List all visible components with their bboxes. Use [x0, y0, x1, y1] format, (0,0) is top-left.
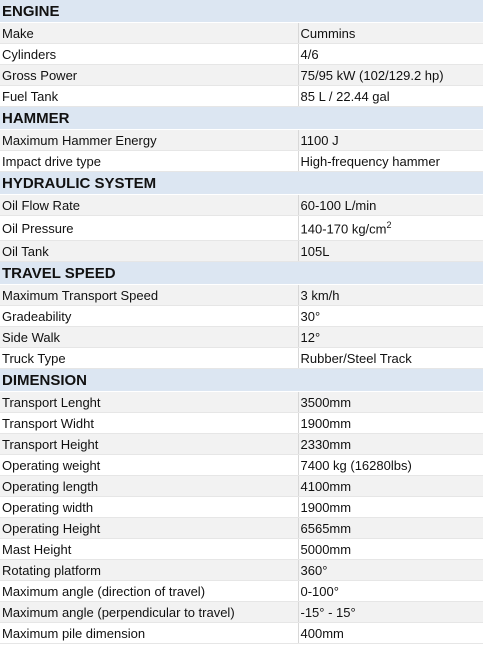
spec-value	[298, 602, 483, 623]
spec-row	[0, 518, 483, 539]
spec-row	[0, 434, 483, 455]
spec-value-text: 75/95 kW (102/129.2 hp)	[300, 67, 444, 83]
spec-value-text: 3500mm	[300, 394, 352, 410]
spec-label: Gross Power	[0, 65, 298, 86]
spec-value	[298, 151, 483, 172]
spec-value-text: Cummins	[300, 25, 356, 41]
spec-row	[0, 476, 483, 497]
spec-label: Operating Height	[0, 518, 298, 539]
spec-value-text: 1900mm	[300, 499, 352, 515]
spec-value-text: 3 km/h	[300, 287, 340, 303]
spec-row	[0, 327, 483, 348]
spec-label: Mast Height	[0, 539, 298, 560]
spec-row	[0, 348, 483, 369]
spec-value-text: 1900mm	[300, 415, 352, 431]
spec-value	[298, 65, 483, 86]
spec-value	[298, 539, 483, 560]
spec-label: Maximum Hammer Energy	[0, 130, 298, 151]
section-title: TRAVEL SPEED	[0, 262, 483, 285]
spec-value	[298, 130, 483, 151]
section-header	[0, 369, 483, 392]
section-header	[0, 262, 483, 285]
spec-value-text: High-frequency hammer	[300, 153, 440, 169]
spec-value	[298, 23, 483, 44]
spec-row	[0, 413, 483, 434]
spec-row	[0, 195, 483, 216]
spec-label: Maximum angle (direction of travel)	[0, 581, 298, 602]
spec-label: Impact drive type	[0, 151, 298, 172]
spec-value-text: 4/6	[300, 46, 319, 62]
spec-row	[0, 130, 483, 151]
spec-value	[298, 623, 483, 644]
spec-label: Transport Height	[0, 434, 298, 455]
spec-value-text: 360°	[300, 562, 328, 578]
spec-value-text: 7400 kg (16280lbs)	[300, 457, 412, 473]
spec-value-text: 60-100 L/min	[300, 197, 377, 213]
spec-row	[0, 241, 483, 262]
spec-value-text: 4100mm	[300, 478, 352, 494]
spec-label: Make	[0, 23, 298, 44]
spec-value	[298, 327, 483, 348]
spec-row	[0, 455, 483, 476]
spec-label: Fuel Tank	[0, 86, 298, 107]
spec-value	[298, 413, 483, 434]
section-title: DIMENSION	[0, 369, 483, 392]
section-title: HAMMER	[0, 107, 483, 130]
spec-value-text: 12°	[300, 329, 321, 345]
spec-value-text: 30°	[300, 308, 321, 324]
spec-label: Transport Widht	[0, 413, 298, 434]
spec-value	[298, 518, 483, 539]
spec-row	[0, 560, 483, 581]
spec-value-text: 140-170 kg/cm	[300, 221, 387, 237]
section-title: ENGINE	[0, 0, 483, 23]
spec-value	[298, 581, 483, 602]
spec-row	[0, 623, 483, 644]
spec-value-text: 85 L / 22.44 gal	[300, 88, 390, 104]
spec-row	[0, 44, 483, 65]
section-header	[0, 0, 483, 23]
spec-value-text: 105L	[300, 243, 330, 259]
spec-value-text: 2330mm	[300, 436, 352, 452]
spec-value-superscript: 2	[386, 219, 392, 230]
spec-label: Operating weight	[0, 455, 298, 476]
spec-label: Maximum pile dimension	[0, 623, 298, 644]
spec-label: Truck Type	[0, 348, 298, 369]
spec-row	[0, 86, 483, 107]
spec-label: Rotating platform	[0, 560, 298, 581]
spec-row	[0, 23, 483, 44]
spec-value	[298, 86, 483, 107]
spec-value	[298, 348, 483, 369]
spec-value-text: 6565mm	[300, 520, 352, 536]
section-header	[0, 172, 483, 195]
section-header	[0, 107, 483, 130]
spec-value	[298, 392, 483, 413]
spec-value	[298, 285, 483, 306]
spec-value	[298, 560, 483, 581]
spec-value	[298, 434, 483, 455]
spec-label: Cylinders	[0, 44, 298, 65]
spec-label: Operating width	[0, 497, 298, 518]
spec-value-text: 400mm	[300, 625, 344, 641]
spec-label: Maximum angle (perpendicular to travel)	[0, 602, 298, 623]
spec-row	[0, 65, 483, 86]
spec-value	[298, 241, 483, 262]
spec-row	[0, 602, 483, 623]
spec-value	[298, 195, 483, 216]
spec-value	[298, 497, 483, 518]
spec-label: Maximum Transport Speed	[0, 285, 298, 306]
spec-label: Gradeability	[0, 306, 298, 327]
spec-row	[0, 539, 483, 560]
spec-label: Oil Flow Rate	[0, 195, 298, 216]
spec-row	[0, 497, 483, 518]
spec-value-text: -15° - 15°	[300, 604, 356, 620]
spec-value-text: 5000mm	[300, 541, 352, 557]
spec-value	[298, 44, 483, 65]
spec-row	[0, 151, 483, 172]
spec-label: Side Walk	[0, 327, 298, 348]
spec-label: Oil Pressure	[0, 216, 298, 241]
spec-value	[298, 306, 483, 327]
spec-label: Oil Tank	[0, 241, 298, 262]
spec-row	[0, 216, 483, 241]
spec-value	[298, 476, 483, 497]
section-title: HYDRAULIC SYSTEM	[0, 172, 483, 195]
spec-value-text: 0-100°	[300, 583, 339, 599]
spec-row	[0, 392, 483, 413]
spec-value-text: 1100 J	[300, 132, 339, 148]
spec-row	[0, 306, 483, 327]
spec-label: Operating length	[0, 476, 298, 497]
spec-row	[0, 285, 483, 306]
spec-row	[0, 581, 483, 602]
spec-value	[298, 455, 483, 476]
spec-value-text: Rubber/Steel Track	[300, 350, 412, 366]
spec-value	[298, 216, 483, 241]
spec-label: Transport Lenght	[0, 392, 298, 413]
